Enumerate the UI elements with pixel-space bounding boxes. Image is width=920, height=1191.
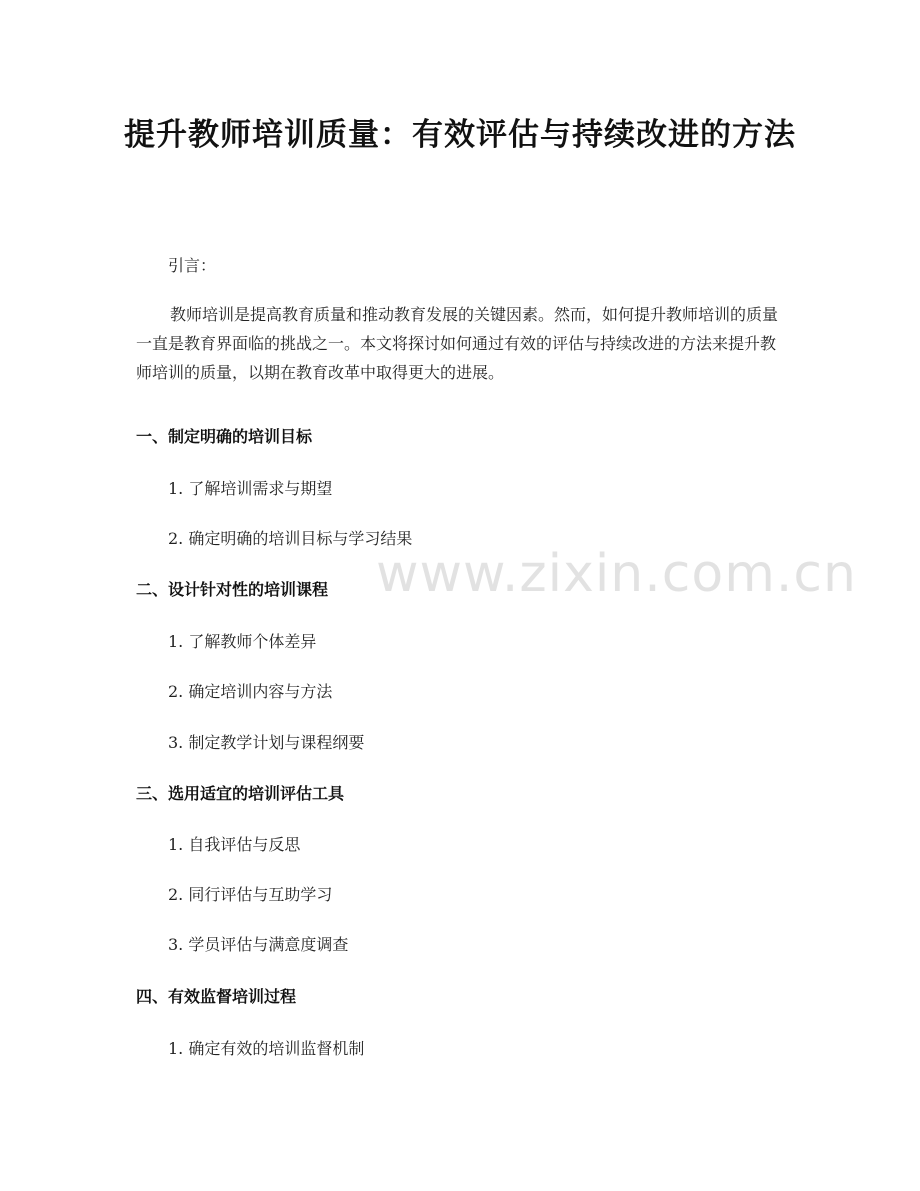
list-item: 1. 自我评估与反思 [168, 835, 301, 854]
list-item: 1. 了解教师个体差异 [168, 632, 317, 651]
list-item: 2. 同行评估与互助学习 [168, 885, 333, 904]
section-heading-1: 一、制定明确的培训目标 [136, 427, 313, 446]
list-item: 2. 确定培训内容与方法 [168, 682, 333, 701]
list-item: 1. 确定有效的培训监督机制 [168, 1039, 365, 1058]
list-item: 1. 了解培训需求与期望 [168, 479, 333, 498]
list-item: 3. 制定教学计划与课程纲要 [168, 733, 365, 752]
section-heading-4: 四、有效监督培训过程 [136, 987, 297, 1006]
section-heading-3: 三、选用适宜的培训评估工具 [136, 784, 345, 803]
watermark: www.zixin.com.cn [376, 544, 857, 604]
document-title: 提升教师培训质量：有效评估与持续改进的方法 [124, 117, 796, 153]
section-heading-2: 二、设计针对性的培训课程 [136, 580, 329, 599]
intro-label: 引言： [168, 256, 217, 275]
list-item: 2. 确定明确的培训目标与学习结果 [168, 529, 413, 548]
intro-paragraph: 教师培训是提高教育质量和推动教育发展的关键因素。然而，如何提升教师培训的质量一直是教育界面临的挑战之一。本文将探讨如何通过有效的评估与持续改进的方法来提升教师培训的质量，以期在教育改革中取得更大的进展。 [136, 305, 779, 382]
list-item: 3. 学员评估与满意度调查 [168, 935, 349, 954]
